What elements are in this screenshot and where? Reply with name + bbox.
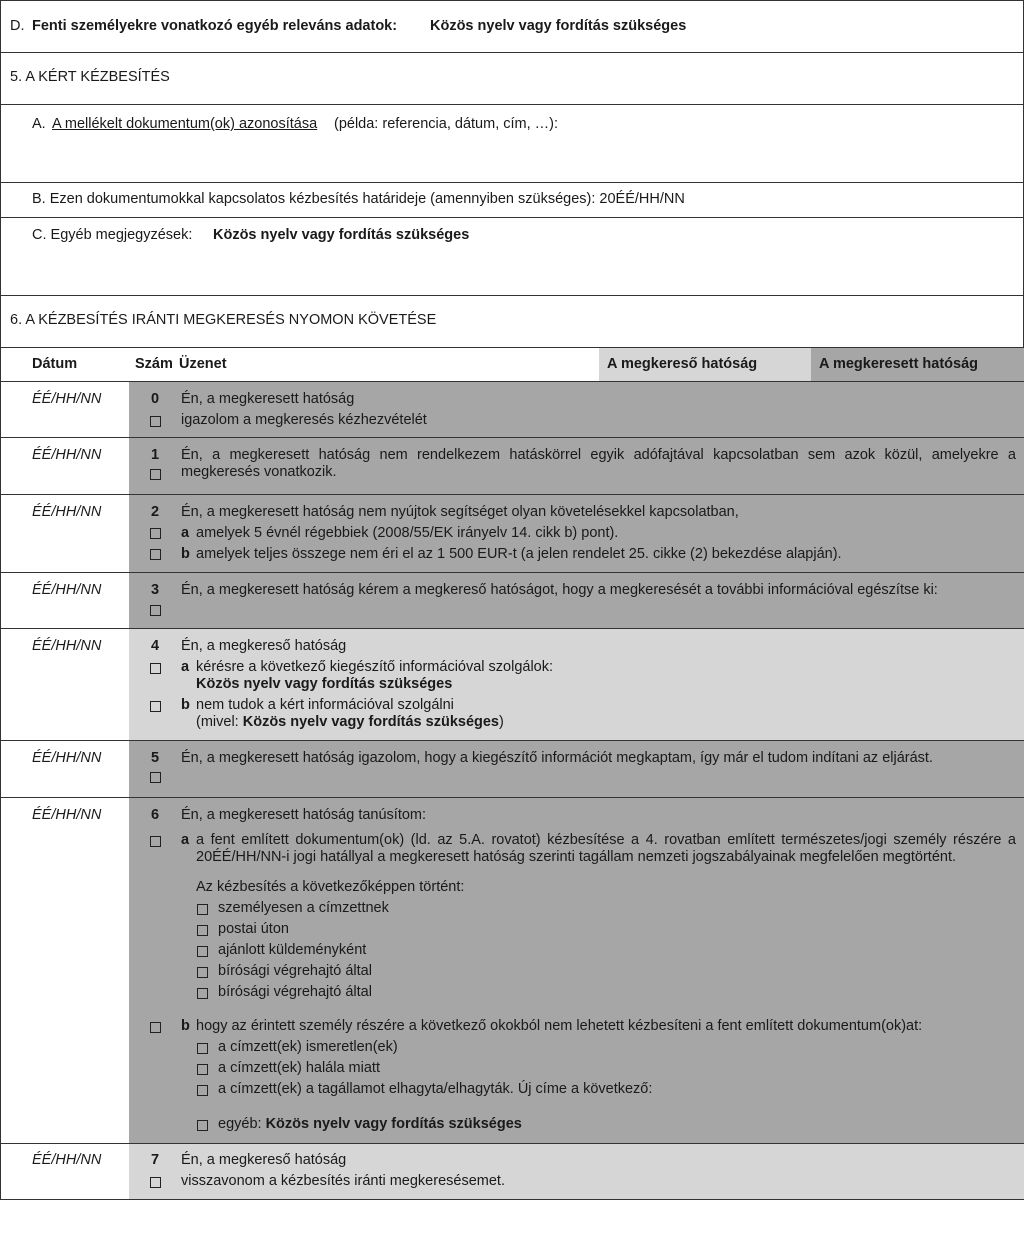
section-5c-label: C. Egyéb megjegyzések: [32, 227, 193, 243]
row-6-manner-label: Az kézbesítés a következőképpen történt: [196, 879, 465, 895]
row-4-num: 4 [151, 638, 160, 654]
row-0-line2: igazolom a megkeresés kézhezvételét [181, 412, 427, 428]
section-d-prefix: D. [10, 18, 25, 34]
row-5-num: 5 [151, 750, 160, 766]
row-4a-checkbox[interactable] [150, 663, 161, 674]
header-requested: A megkeresett hatóság [819, 356, 979, 372]
row-6-num: 6 [151, 807, 160, 823]
section-d-label: Fenti személyekre vonatkozó egyéb releváns adatok: [32, 18, 398, 34]
row-6a-text: a fent említett dokumentum(ok) (ld. az 5.A. rovatot) kézbesítése a 4. rovatban említett természetes/jogi személy részére a 20ÉÉ/HH/NN-i jogi hatállyal a megkeresett hatóság szerinti tagállam nemzeti jogszabályainak megfelelően megtörtént. [196, 832, 1016, 865]
row-6a-checkbox[interactable] [150, 836, 161, 847]
row-3-num: 3 [151, 582, 160, 598]
row-6b-text: hogy az érintett személy részére a következő okokból nem lehetett kézbesíteni a fent említett dokumentum(ok)at: [196, 1018, 923, 1034]
row-5-date[interactable]: ÉÉ/HH/NN [32, 750, 102, 766]
row-4-line1: Én, a megkereső hatóság [181, 638, 347, 654]
section-5c-value[interactable]: Közös nyelv vagy fordítás szükséges [213, 227, 470, 243]
section-5-title: 5. A KÉRT KÉZBESÍTÉS [10, 69, 170, 85]
row-6-date[interactable]: ÉÉ/HH/NN [32, 807, 102, 823]
row-4b-suffix: ) [499, 714, 504, 730]
row-6b-letter: b [181, 1018, 190, 1034]
manner-option-2: postai úton [218, 921, 289, 937]
section-5a [0, 105, 1024, 183]
reason-checkbox-other[interactable] [197, 1120, 208, 1131]
section-6-header [0, 296, 1024, 348]
row-6b-checkbox[interactable] [150, 1022, 161, 1033]
row-4b-checkbox[interactable] [150, 701, 161, 712]
reason-other-label: egyéb: [218, 1116, 266, 1132]
row-0-num: 0 [151, 391, 160, 407]
row-7-num: 7 [151, 1152, 160, 1168]
row-5-checkbox[interactable] [150, 772, 161, 783]
row-0-date[interactable]: ÉÉ/HH/NN [32, 391, 102, 407]
row-2b-text: amelyek teljes összege nem éri el az 1 500 EUR-t (a jelen rendelet 25. cikke (2) bekezdése alapján). [196, 546, 842, 562]
row-0-line1: Én, a megkeresett hatóság [181, 391, 355, 407]
row-4-date[interactable]: ÉÉ/HH/NN [32, 638, 102, 654]
row-7-line1: Én, a megkereső hatóság [181, 1152, 347, 1168]
row-3-checkbox[interactable] [150, 605, 161, 616]
manner-checkbox-5[interactable] [197, 988, 208, 999]
row-4b-letter: b [181, 697, 190, 713]
header-num: Szám [135, 356, 173, 372]
header-requesting: A megkereső hatóság [607, 356, 758, 372]
reason-checkbox-1[interactable] [197, 1043, 208, 1054]
section-5a-link: A mellékelt dokumentum(ok) azonosítása [52, 116, 318, 132]
reason-option-1: a címzett(ek) ismeretlen(ek) [218, 1039, 398, 1055]
tracking-row-0 [0, 382, 1024, 438]
row-2a-text: amelyek 5 évnél régebbiek (2008/55/EK irányelv 14. cikk b) pont). [196, 525, 619, 541]
row-1-checkbox[interactable] [150, 469, 161, 480]
reason-option-3: a címzett(ek) a tagállamot elhagyta/elhagyták. Új címe a következő: [218, 1081, 653, 1097]
tracking-row-3 [0, 573, 1024, 629]
section-5b [0, 183, 1024, 218]
manner-option-1: személyesen a címzettnek [218, 900, 389, 916]
tracking-row-5 [0, 741, 1024, 798]
manner-checkbox-2[interactable] [197, 925, 208, 936]
manner-option-5: bírósági végrehajtó által [218, 984, 372, 1000]
row-7-line2: visszavonom a kézbesítés iránti megkeresésemet. [181, 1173, 505, 1189]
reason-other [218, 1116, 522, 1133]
section-5a-rest: (példa: referencia, dátum, cím, …): [334, 116, 559, 132]
manner-checkbox-3[interactable] [197, 946, 208, 957]
row-4a-letter: a [181, 659, 190, 675]
manner-option-4: bírósági végrehajtó által [218, 963, 372, 979]
row-4b-reason [196, 714, 504, 731]
row-4b-text: nem tudok a kért információval szolgálni [196, 697, 454, 713]
row-7-date[interactable]: ÉÉ/HH/NN [32, 1152, 102, 1168]
row-2b-letter: b [181, 546, 190, 562]
section-5b-text[interactable]: B. Ezen dokumentumokkal kapcsolatos kézbesítés határideje (amennyiben szükséges): 20ÉÉ/HH/NN [32, 191, 685, 207]
row-3-line1: Én, a megkeresett hatóság kérem a megkereső hatóságot, hogy a megkeresését a további információval egészítse ki: [181, 582, 938, 598]
tracking-row-1 [0, 438, 1024, 495]
row-2b-checkbox[interactable] [150, 549, 161, 560]
tracking-row-4 [0, 629, 1024, 741]
row-3-date[interactable]: ÉÉ/HH/NN [32, 582, 102, 598]
section-5c [0, 218, 1024, 296]
reason-checkbox-3[interactable] [197, 1085, 208, 1096]
manner-option-3: ajánlott küldeményként [218, 942, 367, 958]
row-6-line1: Én, a megkeresett hatóság tanúsítom: [181, 807, 427, 823]
row-1-num: 1 [151, 447, 160, 463]
row-2-date[interactable]: ÉÉ/HH/NN [32, 504, 102, 520]
row-7-checkbox[interactable] [150, 1177, 161, 1188]
row-2-line1: Én, a megkeresett hatóság nem nyújtok segítséget olyan követelésekkel kapcsolatban, [181, 504, 739, 520]
manner-checkbox-4[interactable] [197, 967, 208, 978]
row-4b-prefix: (mivel: [196, 714, 243, 730]
row-2a-checkbox[interactable] [150, 528, 161, 539]
tracking-row-6 [0, 798, 1024, 1144]
tracking-row-7 [0, 1144, 1024, 1200]
row-1-text: Én, a megkeresett hatóság nem rendelkezem hatáskörrel egyik adófajtával kapcsolatban sem azok közül, amelyekre a megkeresés vonatkozik. [181, 447, 1016, 480]
row-5-line1: Én, a megkeresett hatóság igazolom, hogy a kiegészítő információt megkaptam, így már el tudom indítani az eljárást. [181, 750, 933, 766]
reason-other-value[interactable]: Közös nyelv vagy fordítás szükséges [265, 1116, 522, 1132]
row-4a-value[interactable]: Közös nyelv vagy fordítás szükséges [196, 676, 453, 692]
section-5-header [0, 53, 1024, 105]
row-0-checkbox[interactable] [150, 416, 161, 427]
tracking-row-2 [0, 495, 1024, 573]
row-2-num: 2 [151, 504, 160, 520]
row-1-date[interactable]: ÉÉ/HH/NN [32, 447, 102, 463]
row-6a-letter: a [181, 832, 190, 848]
section-d [0, 0, 1024, 53]
row-2a-letter: a [181, 525, 190, 541]
reason-option-2: a címzett(ek) halála miatt [218, 1060, 380, 1076]
section-5a-prefix: A. [32, 116, 46, 132]
header-msg: Üzenet [179, 356, 227, 372]
reason-checkbox-2[interactable] [197, 1064, 208, 1075]
row-4b-value[interactable]: Közös nyelv vagy fordítás szükséges [242, 714, 499, 730]
manner-checkbox-1[interactable] [197, 904, 208, 915]
section-6-title: 6. A KÉZBESÍTÉS IRÁNTI MEGKERESÉS NYOMON KÖVETÉSE [10, 312, 437, 328]
row-4a-text: kérésre a következő kiegészítő információval szolgálok: [196, 659, 554, 675]
tracking-table-header [0, 348, 1024, 382]
header-date: Dátum [32, 356, 78, 372]
section-d-value[interactable]: Közös nyelv vagy fordítás szükséges [430, 18, 687, 34]
